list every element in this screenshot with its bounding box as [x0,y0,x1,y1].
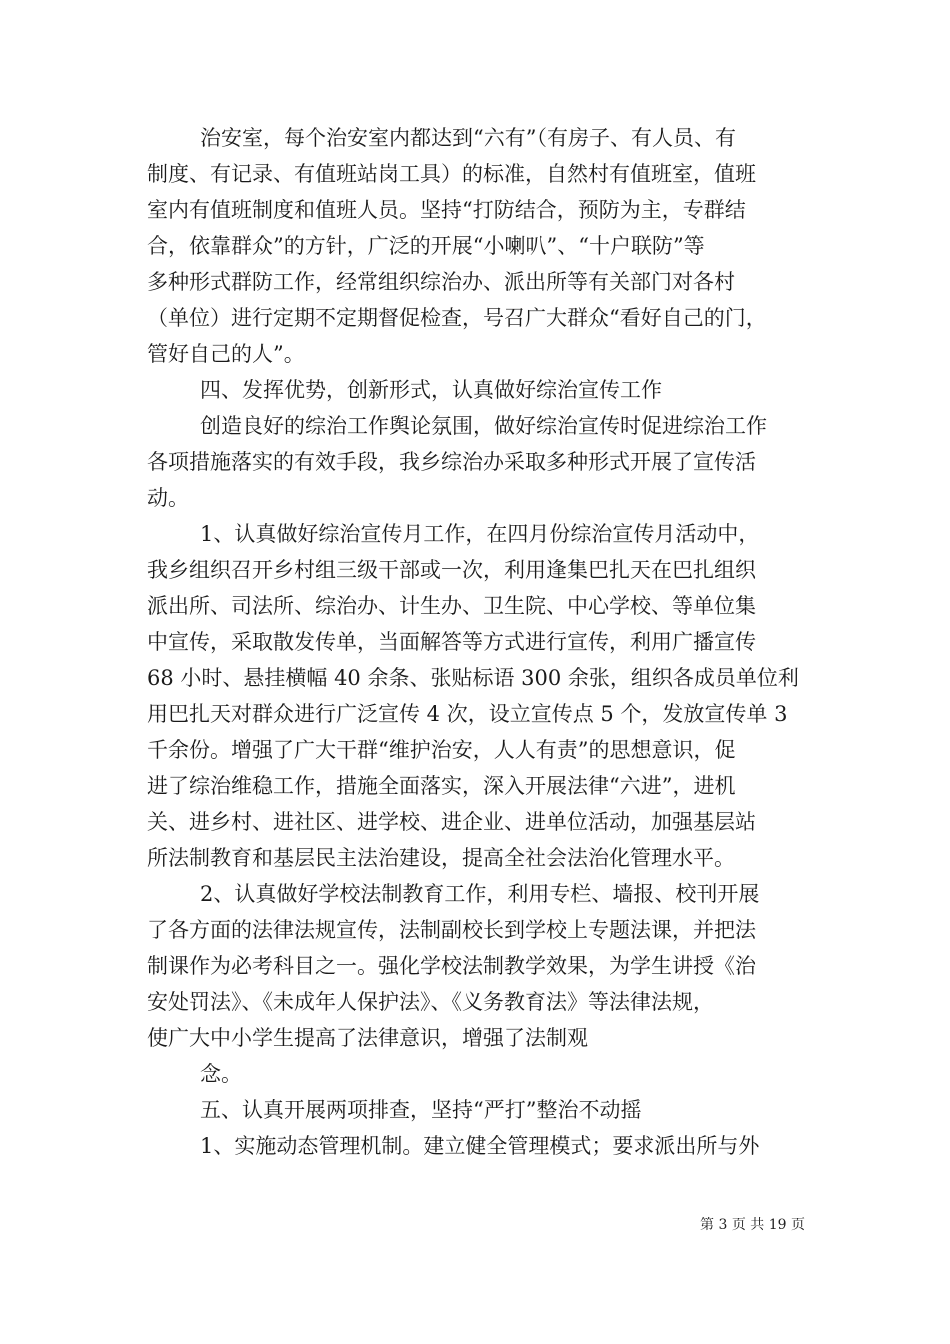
text-line: 1、认真做好综治宣传月工作，在四月份综治宣传月活动中， [200,522,760,546]
text-line: 治安室，每个治安室内都达到“六有”（有房子、有人员、有 [200,126,736,150]
text-line: 合，依靠群众”的方针，广泛的开展“小喇叭”、“十户联防”等 [147,234,705,258]
text-line: 我乡组织召开乡村组三级干部或一次，利用逢集巴扎天在巴扎组织 [147,558,756,582]
text-line: 进了综治维稳工作，措施全面落实，深入开展法律“六进”，进机 [147,774,736,798]
text-line: 五、认真开展两项排查，坚持“严打”整治不动摇 [200,1098,642,1122]
document-body [147,120,807,1164]
page-number-footer: 第 3 页 共 19 页 [700,1217,805,1233]
text-line: 2、认真做好学校法制教育工作，利用专栏、墙报、校刊开展 [200,882,760,906]
text-line: 室内有值班制度和值班人员。坚持“打防结合，预防为主，专群结 [147,198,746,222]
text-line: 制课作为必考科目之一。强化学校法制教学效果，为学生讲授《治 [147,954,756,978]
text-line: 管好自己的人”。 [147,342,305,366]
text-line: 68 小时、悬挂横幅 40 余条、张贴标语 300 余张，组织各成员单位利 [147,666,799,690]
text-line: 四、发挥优势，创新形式，认真做好综治宣传工作 [200,378,662,402]
text-line: 创造良好的综治工作舆论氛围，做好综治宣传时促进综治工作 [200,414,767,438]
text-line: 所法制教育和基层民主法治建设，提高全社会法治化管理水平。 [147,846,735,870]
text-line: 多种形式群防工作，经常组织综治办、派出所等有关部门对各村 [147,270,735,294]
text-line: 安处罚法》、《未成年人保护法》、《义务教育法》等法律法规， [147,990,714,1014]
text-line: 1、实施动态管理机制。建立健全管理模式；要求派出所与外 [200,1134,760,1158]
text-line: 各项措施落实的有效手段，我乡综治办采取多种形式开展了宣传活 [147,450,756,474]
text-line: 中宣传，采取散发传单，当面解答等方式进行宣传，利用广播宣传 [147,630,756,654]
text-line: 动。 [147,486,189,510]
text-line: 千余份。增强了广大干群“维护治安，人人有责”的思想意识，促 [147,738,736,762]
text-line: 用巴扎天对群众进行广泛宣传 4 次，设立宣传点 5 个，发放宣传单 3 [147,702,788,726]
text-line: 关、进乡村、进社区、进学校、进企业、进单位活动，加强基层站 [147,810,756,834]
text-line: 制度、有记录、有值班站岗工具）的标准，自然村有值班室，值班 [147,162,756,186]
text-line: 派出所、司法所、综治办、计生办、卫生院、中心学校、等单位集 [147,594,756,618]
text-line: 使广大中小学生提高了法律意识，增强了法制观 [147,1026,588,1050]
text-line: （单位）进行定期不定期督促检查，号召广大群众“看好自己的门， [147,306,767,330]
text-line: 念。 [200,1062,242,1086]
text-line: 了各方面的法律法规宣传，法制副校长到学校上专题法课，并把法 [147,918,756,942]
